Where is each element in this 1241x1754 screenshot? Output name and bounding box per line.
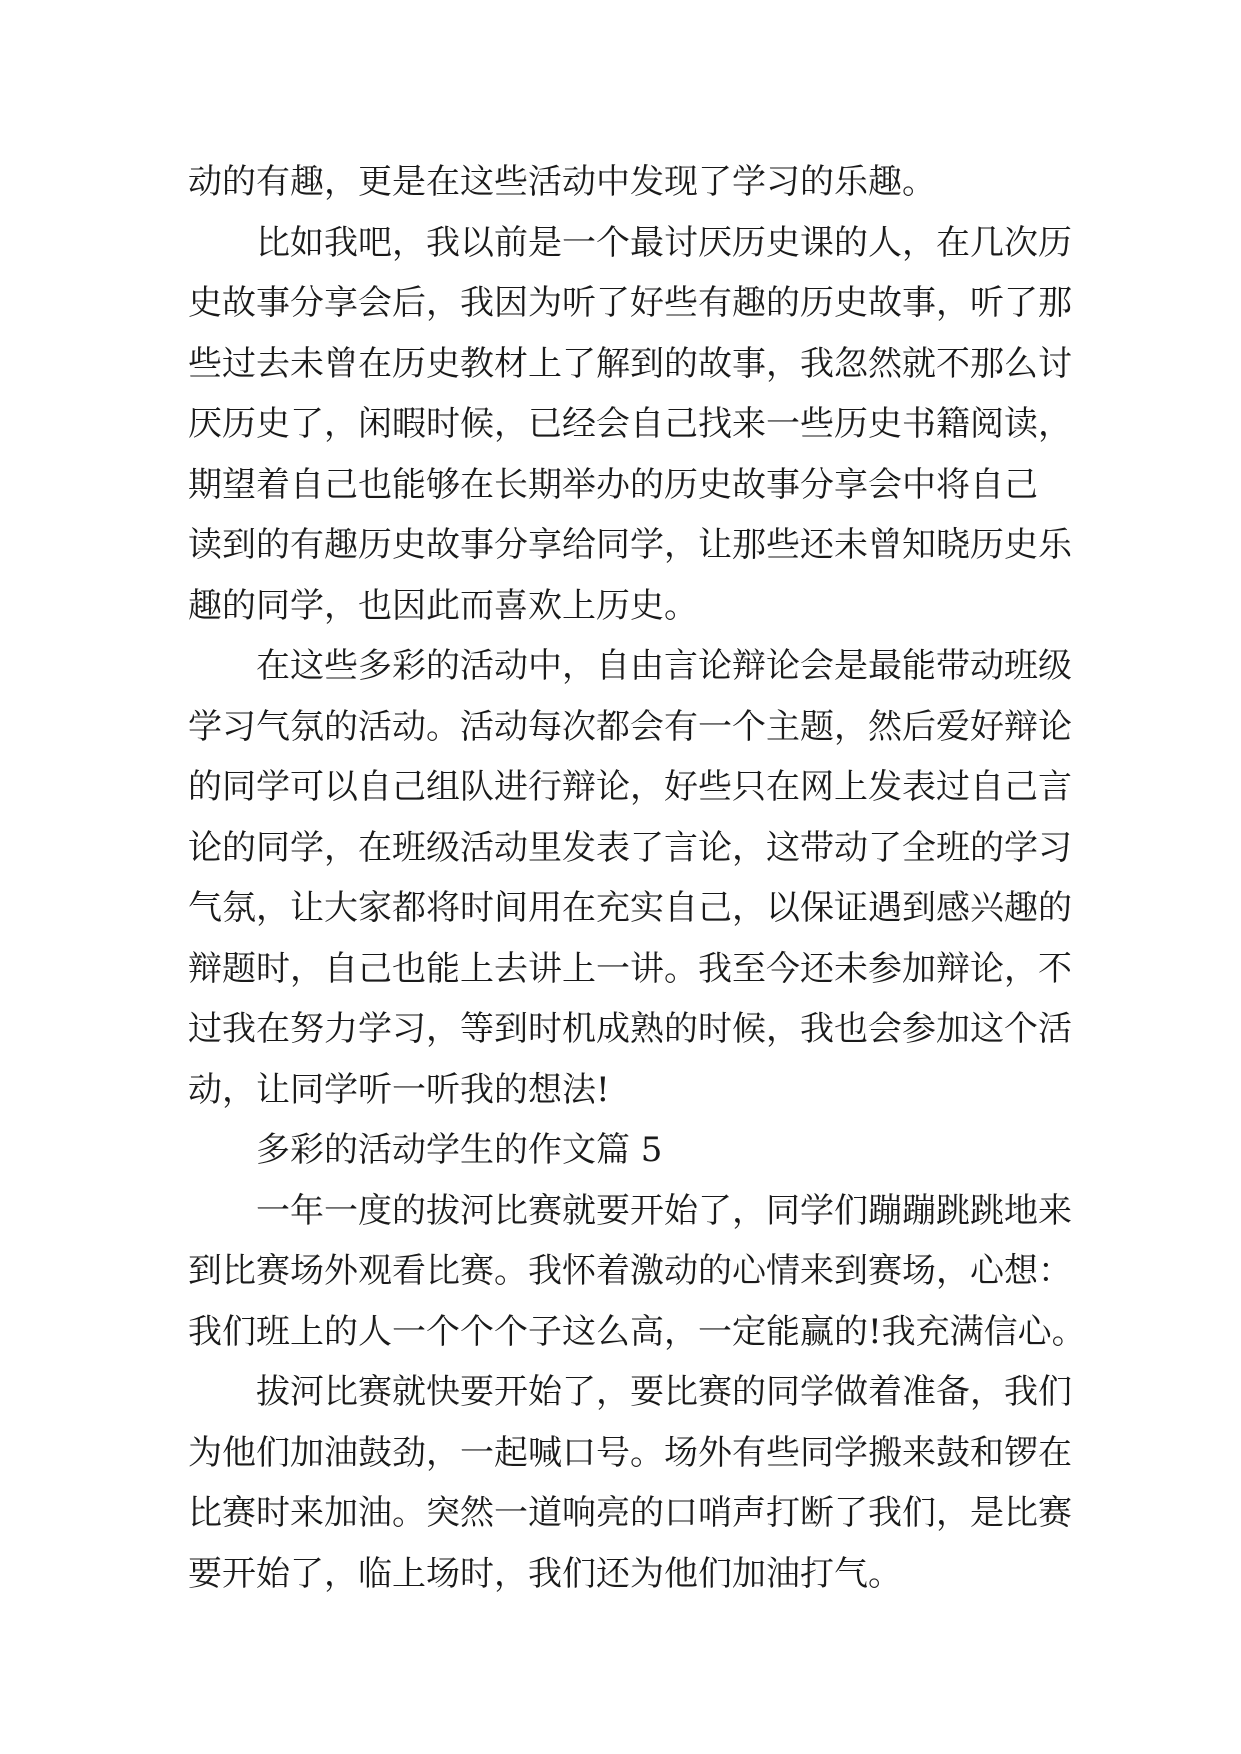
text-line: 动的有趣，更是在这些活动中发现了学习的乐趣。 (188, 162, 936, 202)
text-line: 我们班上的人一个个个子这么高，一定能赢的!我充满信心。 (188, 1311, 1086, 1352)
text-line: 为他们加油鼓劲，一起喊口号。场外有些同学搬来鼓和锣在 (188, 1432, 1072, 1473)
text-line: 到比赛场外观看比赛。我怀着激动的心情来到赛场，心想： (188, 1251, 1072, 1291)
text-line: 要开始了，临上场时，我们还为他们加油打气。 (188, 1553, 902, 1594)
text-line: 些过去未曾在历史教材上了解到的故事，我忽然就不那么讨 (188, 343, 1072, 384)
text-line: 趣的同学，也因此而喜欢上历史。 (188, 585, 698, 626)
text-line: 比如我吧，我以前是一个最讨厌历史课的人，在几次历 (256, 222, 1072, 263)
text-line: 辩题时，自己也能上去讲上一讲。我至今还未参加辩论，不 (188, 948, 1072, 989)
text-line: 比赛时来加油。突然一道响亮的口哨声打断了我们，是比赛 (188, 1493, 1072, 1533)
text-line: 的同学可以自己组队进行辩论，好些只在网上发表过自己言 (188, 767, 1072, 807)
text-line: 史故事分享会后，我因为听了好些有趣的历史故事，听了那 (188, 283, 1072, 323)
body-text (188, 152, 1086, 1604)
text-line: 动，让同学听一听我的想法! (188, 1069, 610, 1110)
text-line: 厌历史了，闲暇时候，已经会自己找来一些历史书籍阅读， (188, 404, 1072, 444)
text-line: 期望着自己也能够在长期举办的历史故事分享会中将自己 (188, 464, 1038, 505)
section-heading: 多彩的活动学生的作文篇 5 (256, 1130, 663, 1170)
text-line: 读到的有趣历史故事分享给同学，让那些还未曾知晓历史乐 (188, 525, 1072, 565)
text-line: 拔河比赛就快要开始了，要比赛的同学做着准备，我们 (256, 1372, 1072, 1412)
text-line: 论的同学，在班级活动里发表了言论，这带动了全班的学习 (188, 827, 1072, 868)
text-line: 气氛，让大家都将时间用在充实自己，以保证遇到感兴趣的 (188, 888, 1072, 928)
text-line: 在这些多彩的活动中，自由言论辩论会是最能带动班级 (256, 646, 1072, 686)
text-line: 学习气氛的活动。活动每次都会有一个主题，然后爱好辩论 (188, 706, 1072, 747)
text-line: 过我在努力学习，等到时机成熟的时候，我也会参加这个活 (188, 1009, 1072, 1049)
text-line: 一年一度的拔河比赛就要开始了，同学们蹦蹦跳跳地来 (256, 1190, 1072, 1231)
